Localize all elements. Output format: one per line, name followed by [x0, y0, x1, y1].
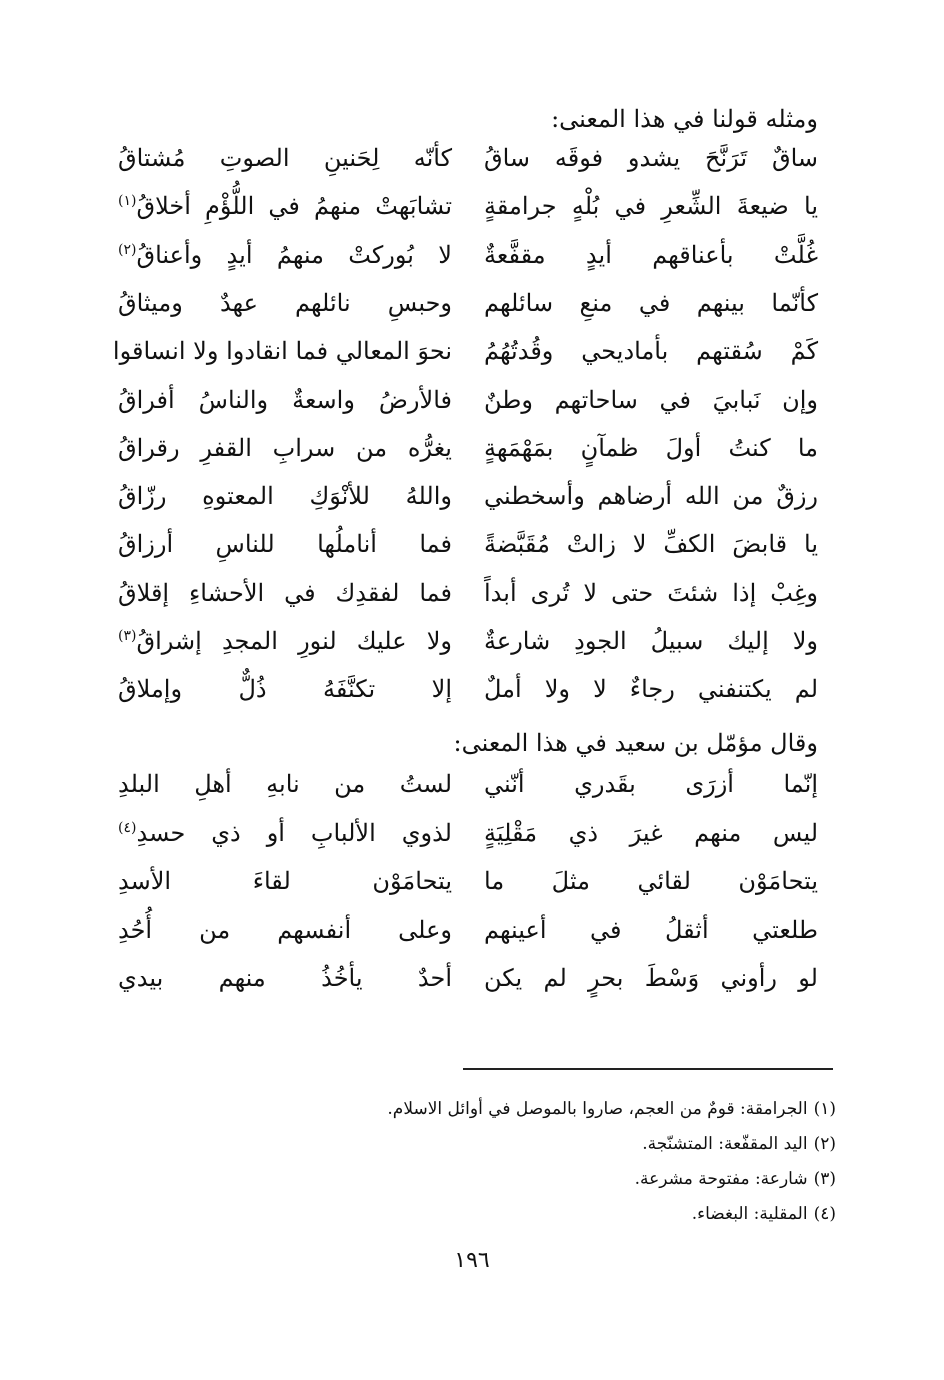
hemistich-text: لستُ من نابهِ أهلِ البلدِ [118, 770, 452, 798]
verse-second-hemistich [118, 669, 452, 709]
footnote-separator [463, 1068, 833, 1070]
verse-second-hemistich [118, 186, 452, 226]
verse [0, 283, 944, 323]
verse-second-hemistich [118, 861, 452, 901]
hemistich-text: ولا عليك لنورِ المجدِ إشراقُ [136, 627, 452, 655]
hemistich-text: وحبسِ نائلهم عهدٌ وميثاقُ [118, 288, 452, 317]
hemistich-text: يغرُّه من سرابِ القفرِ رقراقُ [118, 433, 452, 462]
footnote-number: (١) [813, 1099, 836, 1119]
footnote-number: (٤) [813, 1204, 836, 1224]
footnote [276, 1129, 836, 1164]
hemistich-text: إلا تكنَّفَهُ ذُلٌّ وإملاقُ [118, 675, 452, 704]
section2-intro: وقال مؤمّل بن سعيد في هذا المعنى: [453, 729, 818, 757]
verse-first-hemistich: ليس منهم غيرَ ذي مَقْلِيَةٍ [484, 818, 818, 847]
verse-second-hemistich [118, 910, 452, 950]
verse [0, 235, 944, 275]
verse-first-hemistich: غُلَّتْ بأعناقهم أيدٍ مقفَّعةٌ [484, 240, 818, 269]
verse-second-hemistich [118, 476, 452, 516]
verse-first-hemistich: وإن نَبابيَ في ساحاتهم وطنٌ [484, 385, 818, 414]
verse-second-hemistich [118, 283, 452, 323]
verse-first-hemistich: رزقٌ من الله أرضاهم وأسخطني [484, 482, 818, 511]
verse [0, 138, 944, 178]
footnote [276, 1164, 836, 1199]
hemistich-text: نحوَ المعالي فما انقادوا ولا انساقوا [112, 337, 452, 366]
verse [0, 573, 944, 613]
verse-second-hemistich [118, 138, 452, 178]
verse-first-hemistich: يتحامَوْن لقائي مثلَ ما [484, 867, 818, 895]
verse [0, 861, 944, 901]
verse-second-hemistich [118, 524, 452, 564]
verse-second-hemistich [118, 235, 452, 275]
hemistich-text: واللهُ للأنْوَكِ المعتوهِ رزّاقُ [118, 482, 452, 511]
verse-second-hemistich [112, 331, 452, 371]
verse [0, 958, 944, 998]
verse [0, 476, 944, 516]
hemistich-text: فالأرضُ واسعةٌ والناسُ أفراقُ [118, 385, 452, 414]
footnote-marker: (١) [118, 193, 137, 210]
footnote-text: الجرامقة: قومٌ من العجم، صاروا بالموصل في أوائل الاسلام. [387, 1099, 808, 1119]
hemistich-text: لذوي الألبابِ أو ذي حسدِ [136, 818, 452, 847]
verse-second-hemistich [118, 764, 452, 804]
verse-second-hemistich [118, 621, 452, 661]
page-number: ١٩٦ [454, 1248, 490, 1273]
verse [0, 621, 944, 661]
verse-first-hemistich: لو رأوني وَسْطَ بحرٍ لم يكن [484, 964, 818, 992]
footnote-text: اليد المقفّعة: المتشنّجة. [642, 1134, 808, 1154]
verse-first-hemistich: كأنّما بينهم في منعِ سائلهم [484, 288, 818, 317]
footnote [276, 1094, 836, 1129]
verse-second-hemistich [118, 573, 452, 613]
verse-second-hemistich [118, 958, 452, 998]
verse [0, 764, 944, 804]
verse [0, 186, 944, 226]
verse-first-hemistich: لم يكتنفني رجاءٌ لا ولا أملٌ [484, 675, 818, 704]
verse [0, 813, 944, 853]
verse-first-hemistich: طلعتي أثقلُ في أعينهم [484, 915, 818, 944]
footnote-text: شارعة: مفتوحة مشرعة. [634, 1169, 808, 1189]
verse [0, 524, 944, 564]
verse-first-hemistich: وغِبْ إذا شئتَ حتى لا تُرى أبداً [484, 578, 818, 607]
verse [0, 380, 944, 420]
verse-first-hemistich: ساقٌ تَرَنَّحَ يشدو فوقَه ساقُ [484, 144, 818, 172]
footnote-number: (٢) [813, 1134, 836, 1154]
footnote-marker: (٣) [118, 628, 137, 644]
verse-first-hemistich: كَمْ سُقتهم بأماديحي وقُدتُهُمُ [484, 337, 818, 366]
footnotes [276, 1094, 836, 1234]
verse [0, 669, 944, 709]
verse [0, 331, 944, 371]
verse-first-hemistich: يا قابضَ الكفِّ لا زالتْ مُقَبَّضةً [484, 530, 818, 559]
section1-intro: ومثله قولنا في هذا المعنى: [551, 105, 818, 133]
footnote-number: (٣) [813, 1169, 836, 1189]
footnote-text: المقلية: البغضاء. [691, 1204, 808, 1224]
verse-first-hemistich: ولا إليك سبيلُ الجودِ شارعةٌ [484, 627, 818, 655]
footnote-marker: (٢) [118, 241, 137, 258]
verse [0, 428, 944, 468]
hemistich-text: كأنّه لِحَنينِ الصوتِ مُشتاقُ [118, 144, 452, 172]
hemistich-text: لا بُوركتْ منهمُ أيدٍ وأعناقُ [136, 240, 452, 269]
verse-first-hemistich: يا ضيعةَ الشِّعرِ في بُلْهٍ جرامقةٍ [484, 192, 818, 221]
hemistich-text: يتحامَوْن لقاءَ الأسدِ [118, 867, 452, 895]
verse-second-hemistich [118, 380, 452, 420]
verse-first-hemistich: ما كنتُ أولَ ظمآنٍ بمَهْمَهةٍ [484, 433, 818, 462]
footnote [276, 1199, 836, 1234]
hemistich-text: فما أناملُها للناسِ أرزاقُ [118, 530, 452, 559]
hemistich-text: أحدٌ يأخُذُ منهم بيدي [118, 964, 452, 992]
hemistich-text: فما لفقدِك في الأحشاءِ إقلاقُ [118, 578, 452, 607]
verse-first-hemistich: إنّما أزرَى بقَدري أنّني [484, 770, 818, 798]
verse [0, 910, 944, 950]
hemistich-text: تشابَهتْ منهمُ في اللُّؤْمِ أخلاقُ [136, 192, 452, 221]
verse-second-hemistich [118, 813, 452, 853]
hemistich-text: وعلى أنفسهم من أُحُدِ [118, 915, 452, 944]
footnote-marker: (٤) [118, 819, 137, 836]
verse-second-hemistich [118, 428, 452, 468]
